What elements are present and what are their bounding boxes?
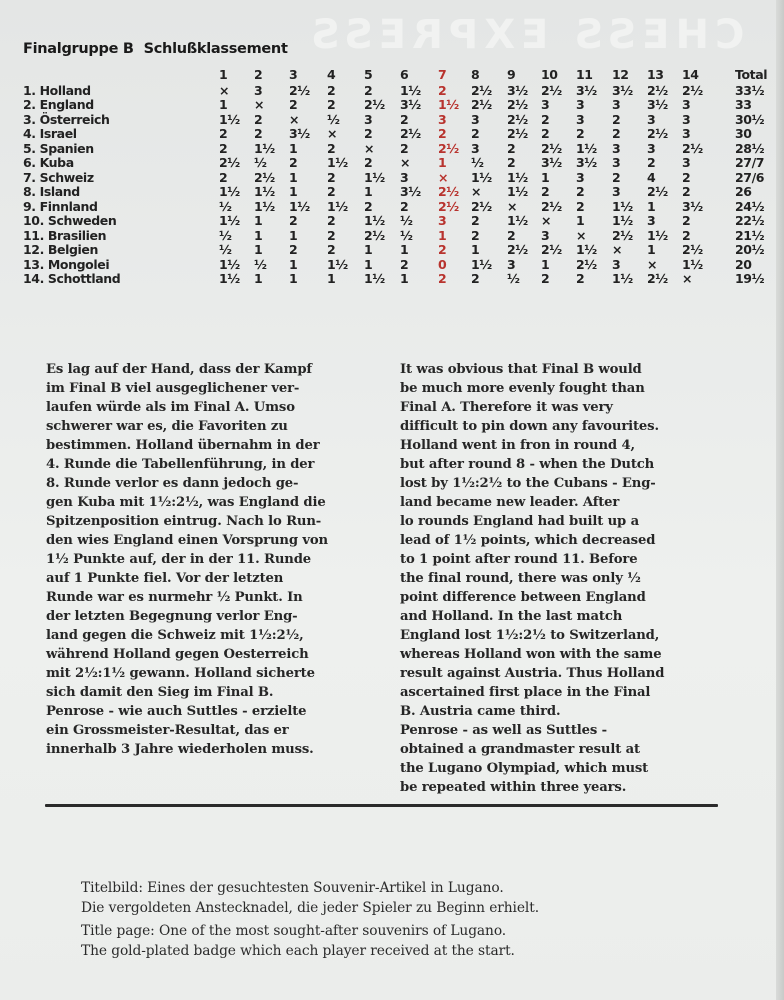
- score-cell: ½: [400, 227, 413, 243]
- article-line: innerhalb 3 Jahre wiederholen muss.: [46, 742, 314, 757]
- cover-caption: [81, 879, 539, 961]
- score-cell: 0: [438, 256, 447, 272]
- total-cell: 33: [735, 97, 752, 112]
- score-cell: 1½: [612, 271, 633, 286]
- score-cell: 3½: [576, 82, 597, 98]
- score-cell: 2: [327, 169, 336, 185]
- score-cell: 1½: [327, 155, 348, 170]
- score-cell: 2½: [541, 140, 562, 156]
- score-cell: ½: [400, 213, 413, 228]
- score-cell: 2: [327, 213, 336, 228]
- article-line: laufen würde als im Final A. Umso: [46, 400, 295, 415]
- score-cell: ×: [289, 111, 300, 127]
- team-name: 3. Österreich: [23, 111, 110, 127]
- score-cell: 1½: [219, 256, 240, 272]
- score-cell: 2: [438, 242, 447, 257]
- score-cell: 1: [289, 140, 298, 156]
- score-cell: 1½: [682, 256, 703, 272]
- score-cell: 2: [507, 140, 516, 156]
- score-cell: 1½: [364, 213, 385, 228]
- article-line: be much more evenly fought than: [400, 381, 645, 396]
- score-cell: 2: [289, 155, 298, 170]
- article-line: Es lag auf der Hand, dass der Kampf: [46, 362, 312, 377]
- article-line: obtained a grandmaster result at: [400, 742, 640, 757]
- score-cell: 1½: [471, 169, 492, 185]
- score-cell: 2½: [364, 227, 385, 243]
- score-cell: 3: [682, 155, 691, 170]
- article-line: Final A. Therefore it was very: [400, 400, 613, 415]
- score-cell: 3: [576, 97, 585, 112]
- score-cell: 1½: [612, 213, 633, 228]
- score-cell: 3: [576, 169, 585, 185]
- score-cell: 2½: [647, 184, 668, 199]
- score-cell: 2: [289, 97, 298, 112]
- article-line: England lost 1½:2½ to Switzerland,: [400, 628, 660, 643]
- score-cell: 1: [219, 97, 228, 112]
- article-line: Penrose - as well as Suttles -: [400, 723, 607, 738]
- score-cell: 3: [612, 184, 621, 199]
- score-cell: ×: [682, 271, 693, 286]
- score-cell: 3: [438, 111, 447, 127]
- score-cell: 3½: [541, 155, 562, 170]
- article-line: the Lugano Olympiad, which must: [400, 761, 649, 776]
- article-line: point difference between England: [400, 590, 646, 605]
- score-cell: 2½: [438, 198, 459, 214]
- score-cell: 1: [254, 213, 263, 228]
- score-cell: 2½: [507, 111, 528, 127]
- score-cell: ×: [576, 227, 587, 243]
- score-cell: ½: [254, 155, 267, 170]
- score-cell: 3: [507, 256, 516, 272]
- total-cell: 21½: [735, 227, 765, 243]
- team-name: 4. Israel: [23, 126, 77, 141]
- team-name: 1. Holland: [23, 82, 91, 98]
- score-cell: 2: [682, 213, 691, 228]
- total-cell: 19½: [735, 271, 765, 286]
- team-name: 10. Schweden: [23, 213, 117, 228]
- score-cell: 1½: [219, 271, 240, 286]
- score-cell: ½: [219, 227, 232, 243]
- total-cell: 30½: [735, 111, 765, 127]
- score-cell: 1: [647, 198, 656, 214]
- score-cell: 3: [576, 111, 585, 127]
- score-cell: 2: [400, 140, 409, 156]
- score-cell: 1: [289, 169, 298, 185]
- total-cell: 26: [735, 184, 752, 199]
- score-cell: 1: [254, 242, 263, 257]
- score-cell: 3: [612, 140, 621, 156]
- column-header: 3: [289, 67, 298, 82]
- score-cell: 1: [289, 271, 298, 286]
- column-header: 5: [364, 67, 373, 82]
- team-name: 14. Schottland: [23, 271, 121, 286]
- score-cell: 1: [289, 256, 298, 272]
- score-cell: 2: [327, 140, 336, 156]
- score-cell: 2½: [541, 82, 562, 98]
- score-cell: 2: [219, 126, 228, 141]
- score-cell: 3½: [612, 82, 633, 98]
- score-cell: ½: [507, 271, 520, 286]
- score-cell: ×: [612, 242, 623, 257]
- score-cell: 2½: [507, 242, 528, 257]
- score-cell: 2: [647, 155, 656, 170]
- score-cell: 2½: [507, 97, 528, 112]
- score-cell: 1: [647, 242, 656, 257]
- total-cell: 20: [735, 256, 752, 272]
- score-cell: 2: [471, 271, 480, 286]
- score-cell: 4: [647, 169, 656, 185]
- score-cell: 2½: [541, 198, 562, 214]
- score-cell: 2: [327, 184, 336, 199]
- score-cell: 3: [541, 97, 550, 112]
- article-line: lead of 1½ points, which decreased: [400, 533, 656, 548]
- article-line: den wies England einen Vorsprung von: [46, 533, 328, 548]
- score-cell: 2½: [471, 198, 492, 214]
- score-cell: 1½: [364, 169, 385, 185]
- score-cell: 1: [576, 213, 585, 228]
- article-line: the final round, there was only ½: [400, 571, 641, 586]
- article-line: lo rounds England had built up a: [400, 514, 639, 529]
- article-line: and Holland. In the last match: [400, 609, 623, 624]
- score-cell: 1½: [254, 140, 275, 156]
- score-cell: 2: [289, 242, 298, 257]
- score-cell: 3: [541, 227, 550, 243]
- article-line: difficult to pin down any favourites.: [400, 419, 659, 434]
- score-cell: 3: [647, 111, 656, 127]
- score-cell: 2: [438, 126, 447, 141]
- score-cell: 3: [471, 111, 480, 127]
- score-cell: 3½: [400, 97, 421, 112]
- score-cell: 1½: [400, 82, 421, 98]
- score-cell: 2½: [219, 155, 240, 170]
- score-cell: 1½: [507, 213, 528, 228]
- article-line: land gegen die Schweiz mit 1½:2½,: [46, 628, 304, 643]
- score-cell: 1: [327, 271, 336, 286]
- column-header: 2: [254, 67, 263, 82]
- score-cell: 2: [612, 126, 621, 141]
- score-cell: 2: [327, 242, 336, 257]
- score-cell: 2: [364, 82, 373, 98]
- article-line: auf 1 Punkte fiel. Vor der letzten: [46, 571, 284, 586]
- caption-german-line: Die vergoldeten Anstecknadel, die jeder Spieler zu Beginn erhielt.: [81, 899, 539, 916]
- team-name: 12. Belgien: [23, 242, 98, 257]
- score-cell: 3½: [576, 155, 597, 170]
- score-cell: 3½: [400, 184, 421, 199]
- score-cell: 1½: [364, 271, 385, 286]
- column-header: 10: [541, 67, 558, 82]
- score-cell: 2½: [471, 82, 492, 98]
- score-cell: 1½: [219, 184, 240, 199]
- score-cell: ½: [471, 155, 484, 170]
- score-cell: 3: [612, 97, 621, 112]
- score-cell: 2: [541, 126, 550, 141]
- team-name: 5. Spanien: [23, 140, 94, 156]
- score-cell: 2: [682, 169, 691, 185]
- total-cell: 28½: [735, 140, 765, 156]
- score-cell: 2½: [400, 126, 421, 141]
- score-cell: 2: [612, 111, 621, 127]
- score-cell: 2: [507, 155, 516, 170]
- score-cell: 3: [647, 140, 656, 156]
- score-cell: 2½: [289, 82, 310, 98]
- table-title-group: Finalgruppe B: [23, 41, 134, 57]
- score-cell: 2: [400, 111, 409, 127]
- article-line: 8. Runde verlor es dann jedoch ge-: [46, 476, 299, 491]
- score-cell: 1½: [507, 184, 528, 199]
- column-header: 8: [471, 67, 480, 82]
- article-line: gen Kuba mit 1½:2½, was England die: [46, 495, 326, 510]
- column-header: 6: [400, 67, 409, 82]
- article-line: im Final B viel ausgeglichener ver-: [46, 381, 300, 396]
- column-header: 7: [438, 67, 447, 82]
- score-cell: 2½: [612, 227, 633, 243]
- score-cell: 1½: [576, 140, 597, 156]
- score-cell: 3: [438, 213, 447, 228]
- article-line: 4. Runde die Tabellenführung, in der: [46, 457, 315, 472]
- score-cell: 1: [438, 227, 447, 243]
- article-line: schwerer war es, die Favoriten zu: [46, 419, 288, 434]
- score-cell: 2: [400, 198, 409, 214]
- article-line: be repeated within three years.: [400, 780, 627, 795]
- score-cell: 3½: [682, 198, 703, 214]
- score-cell: ×: [400, 155, 411, 170]
- total-cell: 22½: [735, 213, 765, 228]
- article-line: sich damit den Sieg im Final B.: [46, 685, 274, 700]
- showthrough-masthead: CHESS EXPRESS: [304, 12, 744, 58]
- caption-german-line: Titelbild: Eines der gesuchtesten Souvenir-Artikel in Lugano.: [81, 880, 504, 896]
- total-header: Total: [735, 67, 768, 82]
- score-cell: 1: [438, 155, 447, 170]
- score-cell: 2: [576, 184, 585, 199]
- score-cell: ½: [219, 198, 232, 214]
- total-cell: 27/7: [735, 155, 765, 170]
- score-cell: 1½: [327, 256, 348, 272]
- total-cell: 24½: [735, 198, 765, 214]
- score-cell: ½: [219, 242, 232, 257]
- score-cell: 1½: [219, 213, 240, 228]
- article-line: but after round 8 - when the Dutch: [400, 457, 655, 472]
- score-cell: 1½: [219, 111, 240, 127]
- score-cell: 1: [541, 256, 550, 272]
- score-cell: 2: [438, 271, 447, 286]
- score-cell: 3: [612, 155, 621, 170]
- score-cell: 1: [289, 184, 298, 199]
- article-line: mit 2½:1½ gewann. Holland sicherte: [46, 666, 315, 681]
- score-cell: 2: [327, 227, 336, 243]
- score-cell: 2½: [438, 140, 459, 156]
- article-line: to 1 point after round 11. Before: [400, 552, 638, 567]
- score-cell: 1: [400, 242, 409, 257]
- score-cell: 2: [576, 198, 585, 214]
- score-cell: ×: [541, 213, 552, 228]
- article-line: whereas Holland won with the same: [400, 647, 662, 662]
- score-cell: 3: [612, 256, 621, 272]
- score-cell: 2: [612, 169, 621, 185]
- article-line: Penrose - wie auch Suttles - erzielte: [46, 704, 307, 719]
- score-cell: ×: [219, 82, 230, 98]
- column-header: 11: [576, 67, 593, 82]
- score-cell: 2½: [682, 82, 703, 98]
- score-cell: 2: [364, 198, 373, 214]
- score-cell: 3: [682, 126, 691, 141]
- score-cell: 2½: [507, 126, 528, 141]
- column-header: 4: [327, 67, 336, 82]
- score-cell: 1: [400, 271, 409, 286]
- article-line: bestimmen. Holland übernahm in der: [46, 438, 320, 453]
- score-cell: ×: [254, 97, 265, 112]
- table-title: [23, 41, 288, 57]
- score-cell: 2½: [647, 126, 668, 141]
- score-cell: 2: [438, 82, 447, 98]
- score-cell: 3: [471, 140, 480, 156]
- score-cell: 3: [647, 213, 656, 228]
- score-cell: 1: [541, 169, 550, 185]
- score-cell: 2: [471, 227, 480, 243]
- score-cell: 1½: [289, 198, 310, 214]
- score-cell: 1: [364, 256, 373, 272]
- score-cell: 2½: [541, 242, 562, 257]
- article-line: 1½ Punkte auf, der in der 11. Runde: [46, 552, 312, 567]
- score-cell: 2½: [647, 271, 668, 286]
- score-cell: 1½: [647, 227, 668, 243]
- score-cell: 2: [327, 82, 336, 98]
- column-header: 14: [682, 67, 699, 82]
- score-cell: ×: [507, 198, 518, 214]
- score-cell: 2: [541, 184, 550, 199]
- team-name: 6. Kuba: [23, 155, 74, 170]
- column-header: 12: [612, 67, 629, 82]
- team-name: 8. Island: [23, 184, 80, 199]
- score-cell: 2: [364, 126, 373, 141]
- score-cell: 2: [576, 271, 585, 286]
- score-cell: 1½: [438, 97, 459, 112]
- total-cell: 30: [735, 126, 752, 141]
- score-cell: 1: [364, 242, 373, 257]
- score-cell: ½: [254, 256, 267, 272]
- score-cell: 2: [254, 111, 263, 127]
- score-cell: 3½: [289, 126, 310, 141]
- score-cell: 1: [254, 227, 263, 243]
- score-cell: 3: [682, 97, 691, 112]
- score-cell: 2: [219, 169, 228, 185]
- score-cell: 2: [364, 155, 373, 170]
- article-line: Holland went in fron in round 4,: [400, 438, 635, 453]
- caption-english-line: Title page: One of the most sought-after souvenirs of Lugano.: [81, 923, 507, 939]
- score-cell: 2½: [254, 169, 275, 185]
- score-cell: 1½: [471, 256, 492, 272]
- article-line: Spitzenposition eintrug. Nach lo Run-: [46, 514, 322, 529]
- total-cell: 20½: [735, 242, 765, 257]
- score-cell: 3: [364, 111, 373, 127]
- score-cell: 1½: [254, 184, 275, 199]
- score-cell: ×: [364, 140, 375, 156]
- score-cell: 2: [682, 227, 691, 243]
- score-cell: 2: [327, 97, 336, 112]
- score-cell: 2½: [682, 140, 703, 156]
- score-cell: 2: [254, 126, 263, 141]
- score-cell: 2: [682, 184, 691, 199]
- score-cell: 3: [400, 169, 409, 185]
- team-name: 2. England: [23, 97, 94, 112]
- caption-english-line: The gold-plated badge which each player received at the start.: [81, 942, 515, 959]
- score-cell: 3: [682, 111, 691, 127]
- article-english-column: [400, 360, 664, 797]
- score-cell: ×: [327, 126, 338, 141]
- score-cell: 2½: [471, 97, 492, 112]
- team-name: 11. Brasilien: [23, 227, 107, 243]
- article-german-column: [46, 360, 328, 759]
- score-cell: 2½: [682, 242, 703, 257]
- score-cell: 3½: [647, 97, 668, 112]
- score-cell: 1: [364, 184, 373, 199]
- article-line: während Holland gegen Oesterreich: [46, 647, 309, 662]
- total-cell: 33½: [735, 82, 765, 98]
- page-edge-shadow: [776, 0, 784, 1000]
- score-cell: 1½: [254, 198, 275, 214]
- score-cell: 1: [254, 271, 263, 286]
- score-cell: 2½: [647, 82, 668, 98]
- score-cell: ×: [471, 184, 482, 199]
- score-cell: 1½: [327, 198, 348, 214]
- article-line: result against Austria. Thus Holland: [400, 666, 665, 681]
- team-name: 7. Schweiz: [23, 169, 94, 185]
- score-cell: 1: [289, 227, 298, 243]
- score-cell: 2: [507, 227, 516, 243]
- score-cell: 1: [471, 242, 480, 257]
- article-line: ein Grossmeister-Resultat, das er: [46, 723, 289, 738]
- column-header: 13: [647, 67, 664, 82]
- column-header: 9: [507, 67, 516, 82]
- article-line: lost by 1½:2½ to the Cubans - Eng-: [400, 476, 656, 491]
- article-line: land became new leader. After: [400, 495, 620, 510]
- score-cell: 3: [254, 82, 263, 98]
- article-line: B. Austria came third.: [400, 704, 561, 719]
- article-line: It was obvious that Final B would: [400, 362, 642, 377]
- score-cell: 2: [471, 213, 480, 228]
- score-cell: 2: [219, 140, 228, 156]
- article-line: Runde war es nurmehr ½ Punkt. In: [46, 590, 303, 605]
- column-header: 1: [219, 67, 228, 82]
- score-cell: 2½: [576, 256, 597, 272]
- score-cell: 1½: [612, 198, 633, 214]
- score-cell: 1½: [576, 242, 597, 257]
- score-cell: ×: [438, 169, 449, 185]
- score-cell: ½: [327, 111, 340, 127]
- score-cell: 2: [541, 111, 550, 127]
- score-cell: 2: [471, 126, 480, 141]
- score-cell: 2: [541, 271, 550, 286]
- total-cell: 27/6: [735, 169, 765, 185]
- score-cell: 3½: [507, 82, 528, 98]
- score-cell: 2½: [438, 184, 459, 199]
- score-cell: 2: [289, 213, 298, 228]
- score-cell: 1½: [507, 169, 528, 185]
- team-name: 13. Mongolei: [23, 256, 110, 272]
- article-line: der letzten Begegnung verlor Eng-: [46, 609, 298, 624]
- horizontal-rule: [45, 804, 718, 807]
- table-title-standings: Schlußklassement: [143, 41, 288, 57]
- score-cell: 2: [576, 126, 585, 141]
- score-cell: ×: [647, 256, 658, 272]
- score-cell: 2: [400, 256, 409, 272]
- article-line: ascertained first place in the Final: [400, 685, 651, 700]
- score-cell: 2½: [364, 97, 385, 112]
- team-name: 9. Finnland: [23, 198, 98, 214]
